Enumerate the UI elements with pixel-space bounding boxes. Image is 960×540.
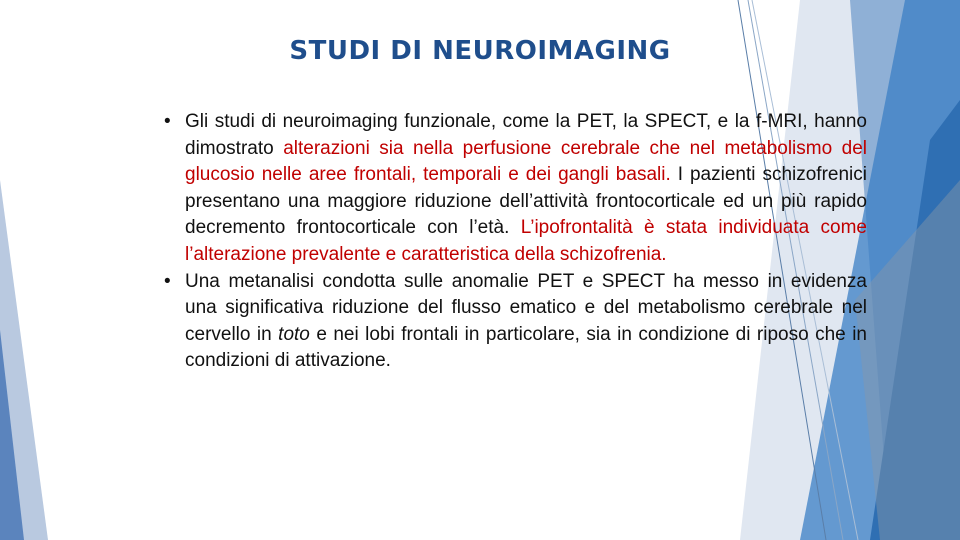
- highlighted-text: L’ipofrontalità è stata individuata come l’alterazione prevalente e caratteristica della schizofrenia.: [185, 217, 867, 265]
- bullet-text: Gli studi di neuroimaging funzionale, come la PET, la SPECT, e la f-MRI, hanno dimostrato: [185, 111, 867, 159]
- slide-body: [164, 109, 867, 375]
- bullet-icon: •: [164, 270, 171, 292]
- bullet-text: I pazienti schizofrenici presentano una maggiore riduzione dell’attività frontocorticale ed un più rapido decremento frontocorticale con l’età.: [185, 164, 867, 239]
- italic-text: toto: [278, 323, 310, 345]
- bullet-item: [164, 269, 867, 375]
- bullet-text: e nei lobi frontali in particolare, sia in condizione di riposo che in condizioni di attivazione.: [185, 323, 867, 372]
- bullet-item: [164, 109, 867, 269]
- slide-title: STUDI DI NEUROIMAGING: [289, 36, 671, 66]
- highlighted-text: alterazioni sia nella perfusione cerebrale che nel metabolismo del glucosio nelle aree frontali, temporali e dei gangli basali.: [185, 137, 868, 186]
- bullet-text: Una metanalisi condotta sulle anomalie PET e SPECT ha messo in evidenza una significativa riduzione del flusso ematico e del metabolismo cerebrale nel cervello in: [185, 270, 867, 345]
- bullet-icon: •: [164, 111, 171, 132]
